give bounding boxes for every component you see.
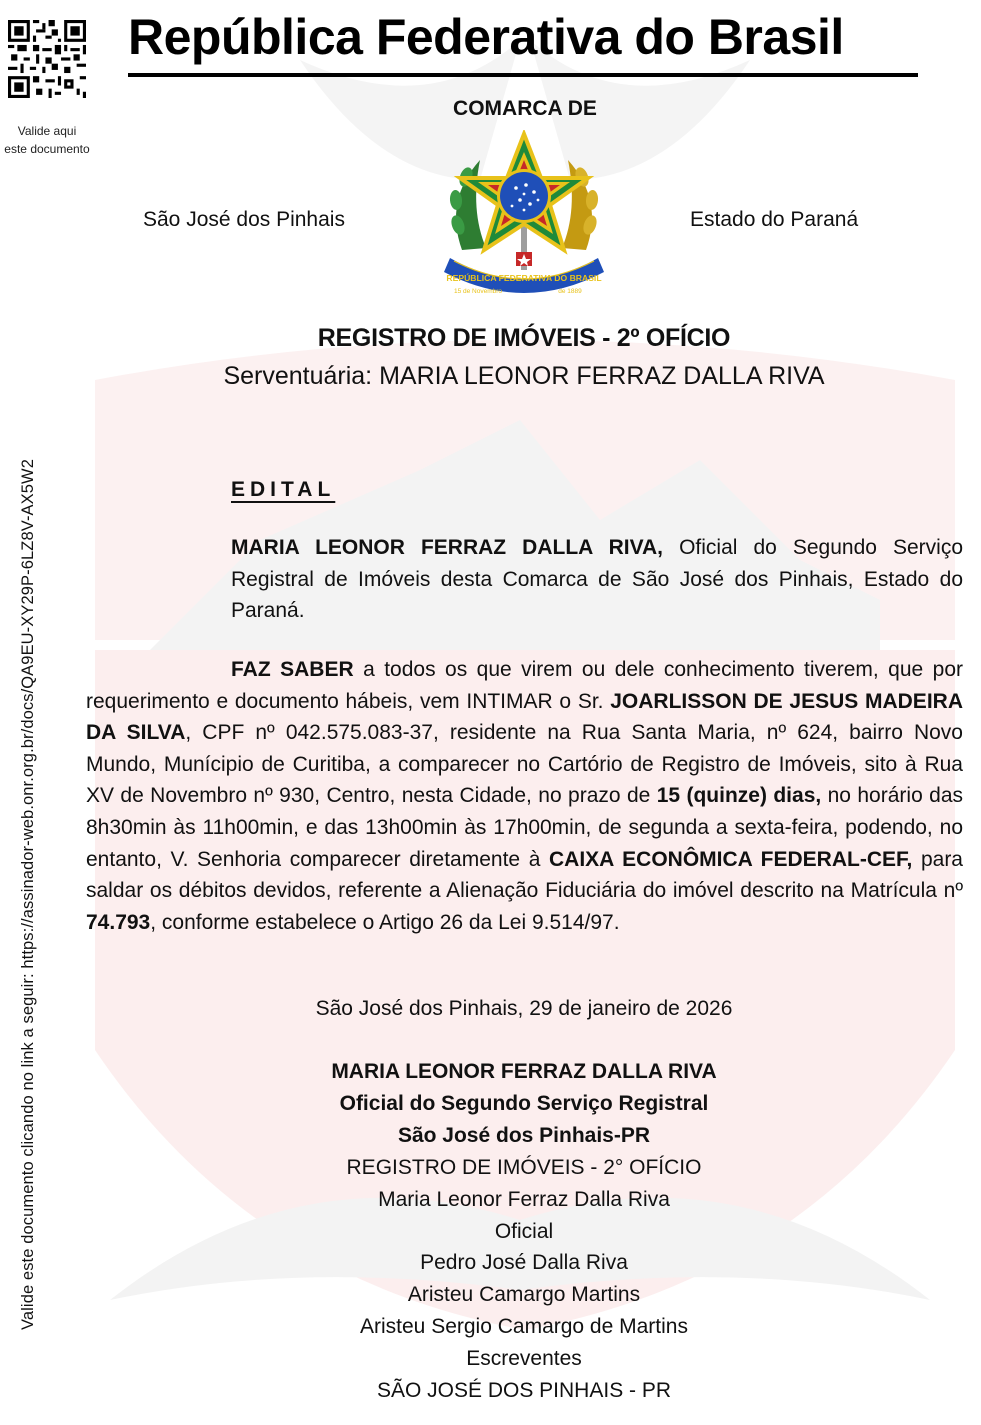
- para2-text-2: , CPF nº 042.575.083-37, residente na Rua Santa Maria, nº 624, bairro Novo Mundo, Munícipio de Curitiba, a comparecer no Cartório de Registro de Imóveis, sito à Rua XV de Novembro nº 930, Centro, nesta Cidade, no prazo de: [86, 721, 963, 808]
- signature-line: Pedro José Dalla Riva: [420, 1251, 628, 1275]
- edital-heading: EDITAL: [231, 478, 336, 501]
- signature-block: [0, 1056, 981, 1407]
- qr-caption: [0, 122, 94, 158]
- signature-line: Aristeu Camargo Martins: [407, 1283, 641, 1307]
- signature-line: Aristeu Sergio Camargo de Martins: [360, 1315, 688, 1339]
- qr-caption-line2: este documento: [4, 142, 90, 156]
- signature-name: MARIA LEONOR FERRAZ DALLA RIVA: [331, 1060, 717, 1083]
- signature-line: SÃO JOSÉ DOS PINHAIS - PR: [376, 1379, 672, 1403]
- signature-line: Oficial: [494, 1219, 554, 1243]
- signature-line: Maria Leonor Ferraz Dalla Riva: [378, 1187, 670, 1211]
- state-name: Estado do Paraná: [690, 208, 859, 231]
- deadline-bold: 15 (quinze) dias,: [656, 784, 822, 808]
- matricula-number-bold: 74.793: [86, 910, 151, 934]
- qr-caption-line1: Valide aqui: [17, 124, 77, 138]
- signature-line: REGISTRO DE IMÓVEIS - 2° OFÍCIO: [346, 1155, 702, 1179]
- validation-link[interactable]: Valide este documento clicando no link a seguir: https://assinador-web.onr.org.br/docs/QA9EU-XY29P-6LZ8V-AX5W2: [19, 459, 37, 1330]
- para2-text-3: no horário das 8h30min às 11h00min, e das 13h00min às 17h00min, de segunda a sexta-feira, podendo, no entanto, V. Senhoria comparecer diretamente à: [86, 784, 963, 871]
- para1-text: Oficial do Segundo Serviço Registral de Imóveis desta Comarca de São José dos Pinhais, Estado do Paraná.: [231, 536, 963, 623]
- serventuaria-line: Serventuária: MARIA LEONOR FERRAZ DALLA RIVA: [223, 362, 825, 390]
- signature-line: Escreventes: [466, 1347, 582, 1371]
- para2-text-4: para saldar os débitos devidos, referente a Alienação Fiduciária do imóvel descrito na Matrícula nº: [86, 847, 963, 903]
- comarca-label: COMARCA DE: [453, 97, 597, 120]
- date-line: São José dos Pinhais, 29 de janeiro de 2026: [315, 997, 733, 1020]
- official-name-bold: MARIA LEONOR FERRAZ DALLA RIVA,: [231, 536, 664, 559]
- signature-role: Oficial do Segundo Serviço Registral: [339, 1091, 709, 1115]
- brazil-coat-of-arms-icon: [440, 130, 608, 298]
- edital-paragraph-2: [86, 654, 963, 938]
- seal-ribbon-text: REPÚBLICA FEDERATIVA DO BRASIL: [446, 273, 602, 283]
- bank-name-bold: CAIXA ECONÔMICA FEDERAL-CEF,: [549, 847, 913, 871]
- seal-date-right: de 1889: [558, 288, 582, 295]
- page-title: República Federativa do Brasil: [128, 9, 844, 65]
- registry-title: REGISTRO DE IMÓVEIS - 2º OFÍCIO: [317, 324, 731, 352]
- qr-code-icon[interactable]: [8, 18, 86, 100]
- para2-text-5: , conforme estabelece o Artigo 26 da Lei 9.514/97.: [150, 910, 620, 934]
- title-underline: [128, 73, 918, 77]
- seal-date-left: 15 de Novembro: [453, 288, 503, 295]
- faz-saber-bold: FAZ SABER: [231, 658, 354, 681]
- debtor-name-bold: JOARLISSON DE JESUS MADEIRA DA SILVA: [86, 689, 963, 745]
- city-name: São José dos Pinhais: [143, 208, 345, 231]
- signature-place: São José dos Pinhais-PR: [397, 1123, 651, 1147]
- para2-text-1: a todos os que virem ou dele conhecimento tiverem, que por requerimento e documento hábeis, vem INTIMAR o Sr.: [86, 658, 963, 713]
- edital-paragraph-1: [231, 532, 963, 627]
